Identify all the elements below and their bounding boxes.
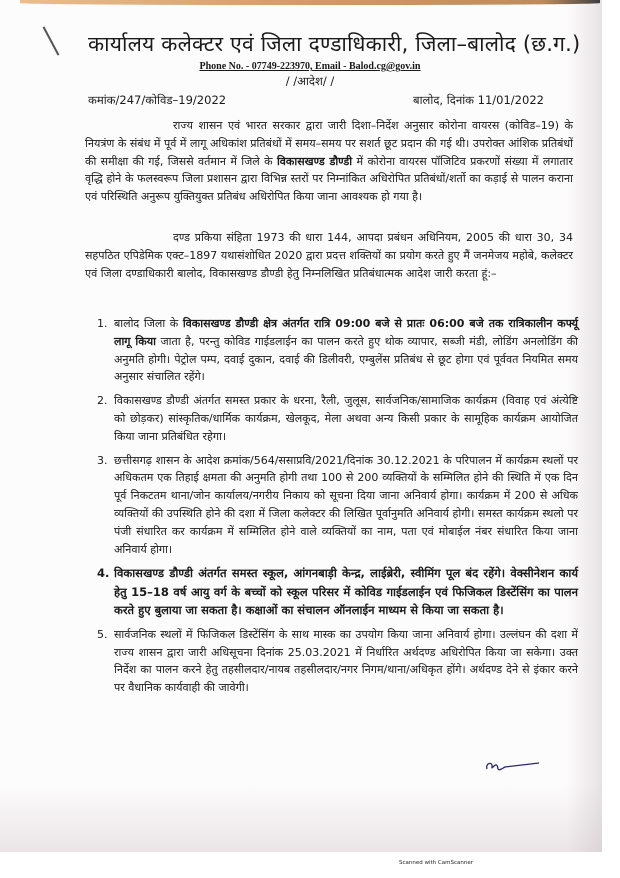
- item-number: 5.: [97, 627, 108, 641]
- item-text-post: जाता है, परन्तु कोविड गाईडलाईन का पालन करते हुए थोक व्यापार, सब्जी मंडी, लोडिंग अनलोडिंग की अनुमति होगी। पेट्रोल पम्प, दवाई दुकान, दवाई की डिलीवरी, एम्बुलेंस प्रतिबंध से छूट होगा एवं पूर्ववत नियमित समय अनुसार संचालित रहेंगे।: [114, 334, 578, 384]
- order-item-4: [80, 564, 578, 620]
- office-title: कार्यालय कलेक्टर एवं जिला दण्डाधिकारी, जिला–बालोद (छ.ग.): [88, 32, 581, 56]
- reference-number: कमांक/247/कोविड–19/2022: [88, 93, 227, 107]
- item-text: सार्वजनिक स्थलों में फिजिकल डिस्टेंसिंग के साथ मास्क का उपयोग किया जाना अनिवार्य होगा। उल्लंघन की दशा में राज्य शासन द्वारा जारी अधिसूचना दिनांक 25.03.2021 में निर्धारित अर्थदण्ड अधिरोपित किया जा सकेगा। उक्त निर्देश का पालन करने हेतु तहसीलदार/नायब तहसीलदार/नगर निगम/थाना/अधिकृत होंगे। अर्थदण्ड देने से इंकार करने पर वैधानिक कार्यवाही की जावेगी।: [114, 627, 578, 695]
- item-text-pre: बालोद जिला के: [114, 317, 183, 330]
- item-text: विकासखण्ड डौण्डी अंतर्गत समस्त प्रकार के धरना, रैली, जुलूस, सार्वजनिक/सामाजिक कार्यक्रम (विवाह एवं अंत्येष्टि को छोड़कर) सांस्कृतिक/धार्मिक कार्यक्रम, खेलकूद, मेला अथवा अन्य किसी प्रकार के सामूहिक कार्यक्रम आयोजित किया जाना प्रतिबंधित रहेगा।: [114, 394, 578, 443]
- order-items-list: [80, 315, 578, 703]
- pen-mark: [43, 26, 60, 55]
- contact-line: Phone No. - 07749-223970, Email - Balod.cg@gov.in: [199, 61, 421, 72]
- order-item-2: [80, 392, 578, 445]
- item-number: 1.: [97, 317, 108, 330]
- item-text: छत्तीसगढ़ शासन के आदेश क्रमांक/564/ससाप्रवि/2021/दिनांक 30.12.2021 के परिपालन में कार्यक्रम स्थलों पर अधिकतम एक तिहाई क्षमता की अनुमति होगी तथा 100 से 200 व्यक्तियों के सम्मिलित होने की स्थिति में एक दिन पूर्व निकटतम थाना/जोन कार्यालय/नगरीय निकाय को सूचना दिया जाना अनिवार्य होगा। कार्यक्रम में 200 से अधिक व्यक्तियों की उपस्थिति होने की दशा में जिला कलेक्टर की लिखित पूर्वानुमति अनिवार्य होगी। समस्त कार्यक्रम स्थलो पर पंजी संधारित कर कार्यक्रम में सम्मिलित होने वाले व्यक्तियों का नाम, पता एवं मोबाईल नंबर संधारित किया जाना अनिवार्य होगा।: [114, 453, 578, 556]
- order-item-1: [80, 315, 578, 386]
- intro-bold: विकासखण्ड डौण्डी: [276, 154, 353, 168]
- item-number: 2.: [97, 394, 108, 408]
- item-text: विकासखण्ड डौण्डी अंतर्गत समस्त स्कूल, आंगनबाड़ी केन्द्र, लाईब्रेरी, स्वीमिंग पूल बंद रहेंगे। वेक्सीनेशन कार्य हेतु 15–18 वर्ष आयु वर्ग के बच्चों को स्कूल परिसर में कोविड गाईडलाईन एवं फिजिकल डिस्टेंसिंग का पालन करते हुए बुलाया जा सकता है। कक्षाओं का संचालन ऑनलाईन माध्यम से किया जा सकता है।: [114, 566, 578, 618]
- intro-text: राज्य शासन एवं भारत सरकार द्वारा जारी दिशा–निर्देश अनुसार कोरोना वायरस (कोविड–19) के नियत्रंण के संबंध में पूर्व में लागू अधिकांश प्रतिबंधों में समय–समय पर सशर्त छूट प्रदान की गई थी। उपरोक्त आंशिक प्रतिबंधों की समीक्षा की गई, जिससे वर्तमान में जिले के: [85, 119, 573, 168]
- item-number: 3.: [97, 453, 108, 467]
- intro-rest: में कोरोना वायरस पॉजिटिव प्रकरणों संख्या में लगातार वृद्धि होने के फलस्वरूप जिला प्रशासन द्वारा विभिन्न स्तरों पर निम्नांकित अधिरोपित प्रतिबंधों/शर्तो का कड़ाई से पालन कराना एवं परिस्थिति अनुरूप युक्तियुक्त प्रतिबंध अधिरोपित किया जाना आवश्यक हो गया है।: [85, 154, 573, 204]
- signature-icon: [483, 755, 543, 775]
- intro-paragraph: [85, 117, 573, 206]
- place-date: बालोद, दिनांक 11/01/2022: [413, 93, 544, 107]
- order-item-5: [80, 626, 578, 697]
- scanner-watermark: Scanned with CamScanner: [399, 860, 473, 866]
- item-text-bold: विकासखण्ड डौण्डी क्षेत्र अंतर्गत रात्रि 09:00 बजे से प्रातः 06:00 बजे तक रात्रिकालीन कर्फ्यू लागू किया: [114, 317, 578, 348]
- item-number: 4.: [97, 566, 110, 581]
- order-item-3: [80, 452, 578, 559]
- authority-paragraph: दण्ड प्रकिया संहिता 1973 की धारा 144, आपदा प्रबंधन अधिनियम, 2005 की धारा 30, 34 सहपठित एपिडेमिक एक्ट–1897 यथासंशोधित 2020 द्वारा प्रदत्त शक्तियों का प्रयोग करते हुए मैं जनमेजय महोबे, कलेक्टर एवं जिला दण्डाधिकारी बालोद, विकासखण्ड डौण्डी हेतु निम्नलिखित प्रतिबंधात्मक आदेश जारी करता हूं:–: [85, 231, 573, 280]
- order-heading: / /आदेश/ /: [285, 74, 335, 88]
- scan-edge-strip: [20, 0, 600, 5]
